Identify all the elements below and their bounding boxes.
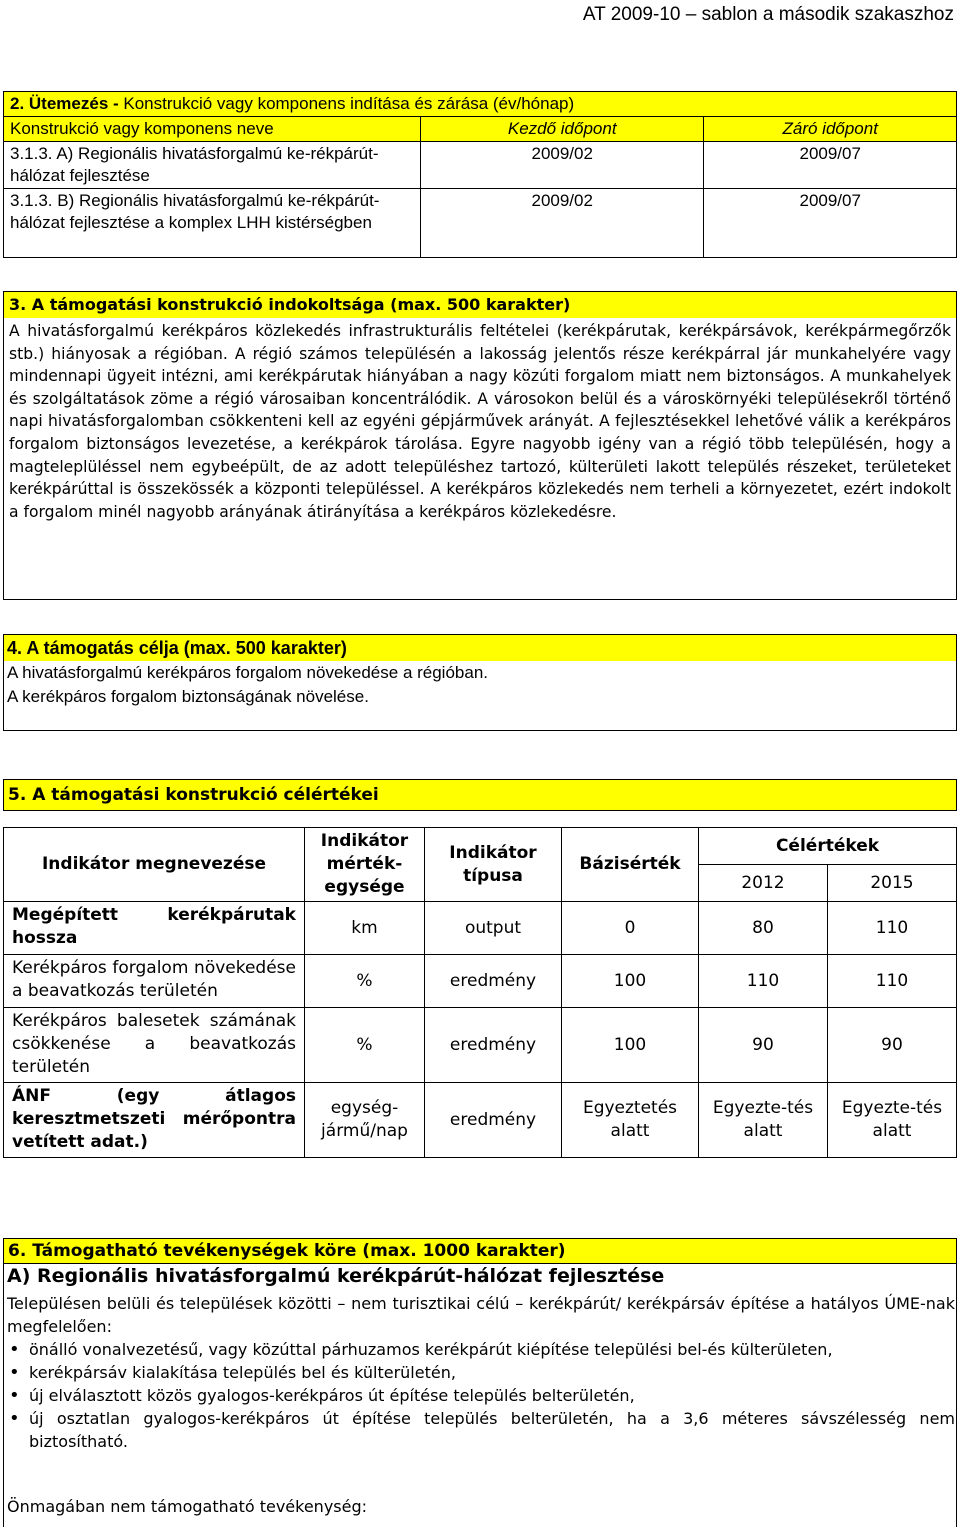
schedule-title bbox=[4, 92, 957, 117]
header-unit: Indikátor mérték-egysége bbox=[305, 828, 425, 902]
indicator-name: Kerékpáros balesetek számának csökkenése a beavatkozás területén bbox=[4, 1008, 305, 1083]
schedule-title-rest: Konstrukció vagy komponens indítása és zárása (év/hónap) bbox=[123, 94, 575, 113]
indicator-name: ÁNF (egy átlagos keresztmetszeti mérőpontra vetített adat.) bbox=[4, 1083, 305, 1158]
justification-box bbox=[3, 291, 957, 600]
component-name: 3.1.3. A) Regionális hivatásforgalmú ke-rékpárút-hálózat fejlesztése bbox=[4, 142, 421, 189]
goal-line: A kerékpáros forgalom biztonságának növelése. bbox=[7, 687, 369, 706]
indicators-title: 5. A támogatási konstrukció célértékei bbox=[3, 779, 957, 811]
indicator-unit: % bbox=[305, 1008, 425, 1083]
activities-list bbox=[7, 1338, 955, 1453]
col-name-header: Konstrukció vagy komponens neve bbox=[4, 117, 421, 142]
indicator-2012: Egyezte-tés alatt bbox=[699, 1083, 828, 1158]
start-date: 2009/02 bbox=[421, 142, 704, 189]
list-item: • önálló vonalvezetésű, vagy közúttal párhuzamos kerékpárút kiépítése települési bel-és külterületen, bbox=[7, 1338, 955, 1361]
indicator-type: eredmény bbox=[425, 955, 562, 1008]
start-date: 2009/02 bbox=[421, 189, 704, 258]
indicator-2015: 110 bbox=[828, 902, 957, 955]
indicator-2015: Egyezte-tés alatt bbox=[828, 1083, 957, 1158]
header-year-2015: 2015 bbox=[828, 865, 957, 902]
indicators-table bbox=[3, 827, 957, 1158]
indicator-base: 100 bbox=[562, 955, 699, 1008]
table-row bbox=[4, 955, 957, 1008]
list-item: • új osztatlan gyalogos-kerékpáros út építése település belterületén, ha a 3,6 méteres sávszélesség nem biztosítható. bbox=[7, 1407, 955, 1453]
indicator-unit: km bbox=[305, 902, 425, 955]
indicator-base: Egyeztetés alatt bbox=[562, 1083, 699, 1158]
list-item: • kerékpársáv kialakítása település bel és külterületén, bbox=[7, 1361, 955, 1384]
col-start-header: Kezdő időpont bbox=[421, 117, 704, 142]
indicator-2012: 110 bbox=[699, 955, 828, 1008]
indicator-type: eredmény bbox=[425, 1083, 562, 1158]
table-row bbox=[4, 1083, 957, 1158]
table-row bbox=[4, 902, 957, 955]
activities-subtitle: A) Regionális hivatásforgalmú kerékpárút-hálózat fejlesztése bbox=[7, 1265, 665, 1287]
indicator-base: 100 bbox=[562, 1008, 699, 1083]
indicator-type: output bbox=[425, 902, 562, 955]
indicator-name: Kerékpáros forgalom növekedése a beavatkozás területén bbox=[4, 955, 305, 1008]
activities-intro: Településen belüli és települések közötti – nem turisztikai célú – kerékpárút/ kerékpársáv építése a hatályos ÚME-nak megfelelően: bbox=[7, 1294, 955, 1336]
indicator-unit: egység-jármű/nap bbox=[305, 1083, 425, 1158]
header-type: Indikátor típusa bbox=[425, 828, 562, 902]
justification-body: A hivatásforgalmú kerékpáros közlekedés infrastrukturális feltételei (kerékpárutak, kerékpársávok, kerékpármegőrzők stb.) hiányosak a régióban. A régió számos településén a lakosság jelentős része kerékpárral jár munkahelyére vagy mindennapi ügyeit intézni, ami kerékpárutak hiányában a nagy közúti forgalom miatt nem biztonságos. A munkahelyek és szolgáltatások zöme a régió városaiban koncentrálódik. A városokon belül és a városkörnyéki településekről történő napi hivatásforgalomban csökkenteni kell az egyéni gépjárművek arányát. A fejlesztésekkel lehetővé válik a kerékpáros forgalom biztonságos levezetése, a kerékpárok tárolása. Egyre nagyobb igény van a régió több településén, hogy a magteleplüléssel nem egybeépült, de az adott településhez tartozó, külterületi lakott település részeket, területeket kerékpárúttal is összekössék a központi településsel. A kerékpáros közlekedés nem terheli a környezetet, ezért indokolt a forgalom minél nagyobb arányának átirányítása a kerékpáros közlekedésre. bbox=[9, 322, 951, 521]
activities-footer: Önmagában nem támogatható tevékenység: bbox=[7, 1497, 368, 1516]
header-name: Indikátor megnevezése bbox=[4, 828, 305, 902]
header-base: Bázisérték bbox=[562, 828, 699, 902]
end-date: 2009/07 bbox=[704, 142, 957, 189]
justification-title: 3. A támogatási konstrukció indokoltsága (max. 500 karakter) bbox=[4, 292, 956, 318]
indicator-2012: 80 bbox=[699, 902, 828, 955]
end-date: 2009/07 bbox=[704, 189, 957, 258]
indicator-unit: % bbox=[305, 955, 425, 1008]
col-end-header: Záró időpont bbox=[704, 117, 957, 142]
indicator-name: Megépített kerékpárutak hossza bbox=[4, 902, 305, 955]
header-year-2012: 2012 bbox=[699, 865, 828, 902]
table-row bbox=[4, 1008, 957, 1083]
table-row bbox=[4, 189, 957, 258]
indicator-base: 0 bbox=[562, 902, 699, 955]
indicator-2015: 110 bbox=[828, 955, 957, 1008]
goal-box bbox=[3, 634, 957, 731]
goal-line: A hivatásforgalmú kerékpáros forgalom növekedése a régióban. bbox=[7, 663, 489, 682]
indicator-2012: 90 bbox=[699, 1008, 828, 1083]
component-name: 3.1.3. B) Regionális hivatásforgalmú ke-rékpárút-hálózat fejlesztése a komplex LHH kistérségben bbox=[4, 189, 421, 258]
goal-title: 4. A támogatás célja (max. 500 karakter) bbox=[4, 635, 956, 661]
running-head: AT 2009-10 – sablon a második szakaszhoz bbox=[582, 4, 954, 25]
indicator-2015: 90 bbox=[828, 1008, 957, 1083]
schedule-title-bold: 2. Ütemezés - bbox=[10, 94, 124, 113]
activities-title: 6. Támogatható tevékenységek köre (max. 1000 karakter) bbox=[3, 1238, 957, 1264]
schedule-table bbox=[3, 91, 957, 258]
header-target: Célértékek bbox=[699, 828, 957, 865]
table-row bbox=[4, 142, 957, 189]
indicators-header-row bbox=[4, 828, 957, 865]
list-item: • új elválasztott közös gyalogos-kerékpáros út építése település belterületén, bbox=[7, 1384, 955, 1407]
indicator-type: eredmény bbox=[425, 1008, 562, 1083]
schedule-title-row bbox=[4, 92, 957, 117]
schedule-header-row bbox=[4, 117, 957, 142]
